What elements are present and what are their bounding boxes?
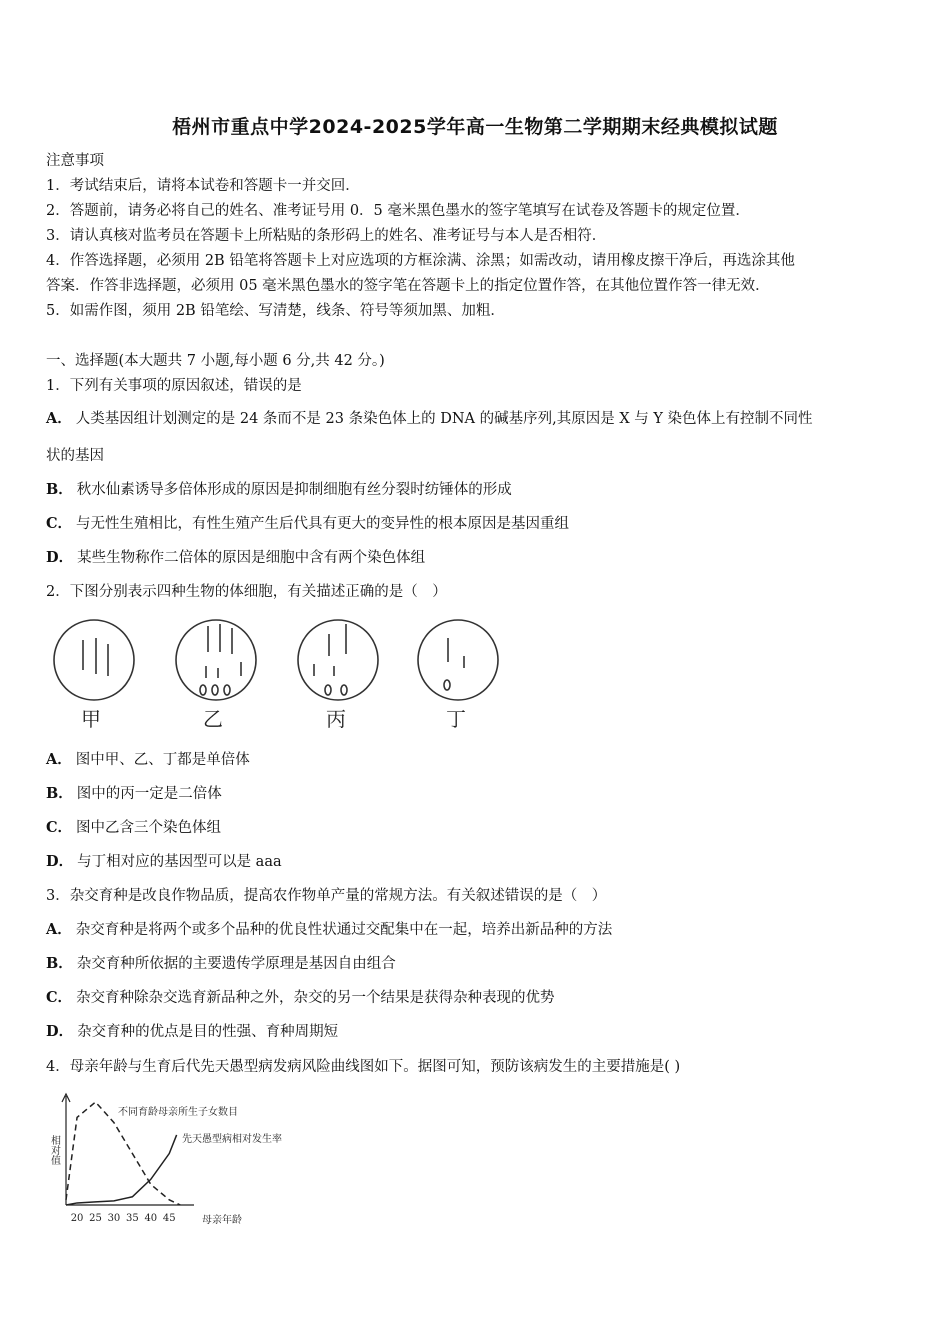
option-letter: B． [46,481,73,498]
option-letter: A． [46,921,72,938]
option-text: 杂交育种所依据的主要遗传学原理是基因自由组合 [76,956,396,972]
option-letter: C． [46,515,73,532]
option-text: 人类基因组计划测定的是 24 条而不是 23 条染色体上的 DNA 的碱基序列,其原因是 X 与 Y 染色体上有控制不同性 [75,411,813,427]
cell-label: 乙 [203,707,223,731]
cell-jia [54,620,134,700]
section-heading: 一、选择题(本大题共 7 小题,每小题 6 分,共 42 分。) [46,353,385,369]
cell-diagram [46,612,516,737]
x-tick-label: 20 [70,1213,84,1224]
notice-item: 5．如需作图，须用 2B 铅笔绘、写清楚，线条、符号等须加黑、加粗． [46,303,505,319]
cell-label: 甲 [81,707,101,731]
option-text: 图中甲、乙、丁都是单倍体 [75,752,250,768]
question-stem: 1．下列有关事项的原因叙述，错误的是 [46,378,302,394]
option-a [46,920,612,940]
option-c [46,988,555,1008]
option-text: 杂交育种是将两个或多个品种的优良性状通过交配集中在一起，培养出新品种的方法 [75,922,613,938]
option-a [46,409,813,429]
notice-item: 2．答题前，请务必将自己的姓名、准考证号用 0．5 毫米黑色墨水的签字笔填写在试卷及答题卡的规定位置． [46,203,750,219]
y-axis-label: 相对值 [48,1135,60,1165]
x-tick-label: 45 [162,1213,176,1224]
option-letter: D． [46,549,74,566]
option-b [46,954,396,974]
x-axis-label: 母亲年龄 [202,1215,242,1226]
option-text: 图中的丙一定是二倍体 [76,786,222,802]
option-letter: A． [46,751,72,768]
option-b [46,784,222,804]
option-a-continued: 状的基因 [46,448,104,464]
option-d [46,1022,338,1042]
option-letter: A． [46,410,72,427]
option-a [46,750,250,770]
option-d [46,852,282,872]
option-letter: B． [46,785,73,802]
option-text: 图中乙含三个染色体组 [76,820,222,836]
notice-heading: 注意事项 [46,153,104,169]
option-letter: B． [46,955,73,972]
option-letter: D． [46,1023,74,1040]
option-c [46,514,569,534]
notice-item: 答案．作答非选择题，必须用 05 毫米黑色墨水的签字笔在答题卡上的指定位置作答，在其他位置作答一律无效． [46,278,770,294]
cell-ding [418,620,498,700]
option-letter: C． [46,989,73,1006]
series-label-incidence: 先天愚型病相对发生率 [182,1134,282,1145]
option-letter: C． [46,819,73,836]
page-title: 梧州市重点中学2024-2025学年高一生物第二学期期末经典模拟试题 [172,116,778,138]
notice-item: 3．请认真核对监考员在答题卡上所粘贴的条形码上的姓名、准考证号与本人是否相符． [46,228,607,244]
notice-item: 4．作答选择题，必须用 2B 铅笔将答题卡上对应选项的方框涂满、涂黑；如需改动，请用橡皮擦干净后，再选涂其他 [46,253,795,269]
question-stem: 2．下图分别表示四种生物的体细胞，有关描述正确的是（ ） [46,584,447,600]
option-b [46,480,512,500]
x-tick-label: 25 [89,1213,102,1224]
cell-label: 丙 [326,707,346,731]
option-c [46,818,221,838]
option-text: 秋水仙素诱导多倍体形成的原因是抑制细胞有丝分裂时纺锤体的形成 [76,482,512,498]
option-text: 某些生物称作二倍体的原因是细胞中含有两个染色体组 [77,550,426,566]
option-letter: D． [46,853,74,870]
series-label-births: 不同育龄母亲所生子女数目 [118,1107,238,1118]
question-stem: 4．母亲年龄与生育后代先天愚型病发病风险曲线图如下。据图可知，预防该病发生的主要措施是( ) [46,1059,681,1075]
series-line-incidence [66,1135,177,1205]
option-d [46,548,425,568]
cell-yi [176,620,256,700]
option-text: 与丁相对应的基因型可以是 aaa [77,854,282,870]
option-text: 杂交育种的优点是目的性强、育种周期短 [77,1024,339,1040]
option-text: 与无性生殖相比，有性生殖产生后代具有更大的变异性的根本原因是基因重组 [76,516,570,532]
cell-label: 丁 [446,707,466,731]
x-tick-label: 35 [126,1213,139,1224]
cell-bing [298,620,378,700]
maternal-age-chart [44,1090,324,1230]
question-stem: 3．杂交育种是改良作物品质，提高农作物单产量的常规方法。有关叙述错误的是（ ） [46,888,607,904]
x-tick-label: 30 [107,1213,121,1224]
x-tick-label: 40 [144,1213,158,1224]
option-text: 杂交育种除杂交选育新品种之外，杂交的另一个结果是获得杂种表现的优势 [76,990,555,1006]
notice-item: 1．考试结束后，请将本试卷和答题卡一并交回． [46,178,360,194]
